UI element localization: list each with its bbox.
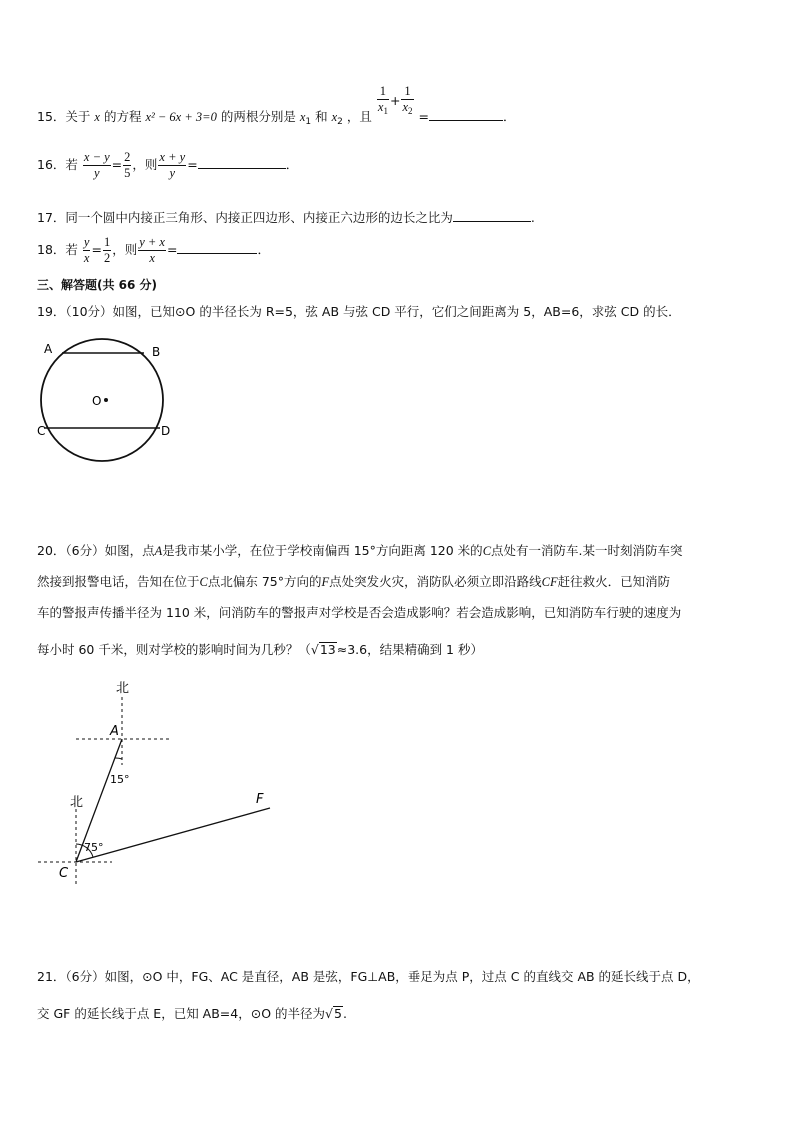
question-20-line-3: 车的警报声传播半径为 110 米，问消防车的警报声对学校是否会造成影响？若会造成影响，已知消防车行驶的速度为 (37, 605, 682, 620)
q16-fraction-3: $\frac{x + y}{y}$ (159, 150, 186, 180)
question-21-line-2: 交 GF 的延长线于点 E，已知 AB=4，⊙O 的半径为√5. (37, 1006, 347, 1021)
q19-circle-figure (30, 335, 180, 465)
q20-label-angle-75: 75° (84, 841, 104, 854)
q15-equation: x² − 6x + 3=0 (145, 110, 217, 124)
q18-answer-blank (177, 252, 257, 254)
q18-fraction-2: $\frac{1}{2}$ (103, 235, 111, 265)
q15-answer-blank (429, 119, 503, 121)
question-20-line-2: 然接到报警电话，告知在位于C点北偏东 75°方向的F点处突发火灾，消防队必须立即沿路线CF赶往救火．已知消防 (37, 574, 671, 589)
q16-answer-blank (198, 167, 286, 169)
q19-label-d: D (161, 424, 171, 438)
q19-label-c: C (37, 424, 46, 438)
question-19: 19．（10分）如图，已知⊙O 的半径长为 R=5，弦 AB 与弦 CD 平行，它们之间距离为 5，AB=6，求弦 CD 的长． (37, 304, 681, 319)
q16-fraction-2: $\frac{2}{5}$ (124, 150, 131, 180)
q18-fraction-3: $\frac{y + x}{x}$ (139, 235, 165, 265)
q19-circle (41, 339, 163, 461)
question-15: 15．关于 x 的方程 x² − 6x + 3=0 的两根分别是 $x_1$ 和 $x_2$ ，且 $\frac{1}{x_1}$ + $\frac{1}{x_2}$ = ． (37, 84, 516, 127)
q20-label-f: F (256, 792, 264, 807)
q15-fraction-2: $\frac{1}{x_2}$ (402, 84, 413, 116)
q19-label-a: A (44, 342, 53, 356)
q20-angle-arc-15 (115, 758, 122, 759)
q15-prefix: 15．关于 (37, 109, 91, 124)
question-18: 18．若 $\frac{y}{x}$ = $\frac{1}{2}$ ，则 $\frac{y + x}{x}$ = ． (37, 235, 270, 265)
question-16: 16．若 $\frac{x - y}{y}$ = $\frac{2}{5}$ ，则 $\frac{x + y}{y}$ = ． (37, 150, 299, 180)
question-17: 17．同一个圆中内接正三角形、内接正四边形、内接正六边形的边长之比为 . (37, 210, 535, 225)
q20-label-north-2: 北 (70, 795, 84, 810)
q20-label-north-1: 北 (116, 681, 130, 696)
section-3-title: 三、解答题(共 66 分) (37, 278, 158, 292)
q20-segment-cf (76, 808, 270, 862)
q19-label-b: B (152, 345, 161, 359)
q19-center-dot (104, 398, 108, 402)
q15-fraction-1: $\frac{1}{x_1}$ (377, 84, 388, 116)
q17-answer-blank (453, 220, 531, 222)
q20-direction-figure (30, 675, 280, 885)
q16-fraction-1: $\frac{x - y}{y}$ (83, 150, 110, 180)
q20-label-angle-15: 15° (110, 773, 130, 786)
question-20-line-1: 20．（6分）如图，点A是我市某小学，在位于学校南偏西 15°方向距离 120 米的C点处有一消防车.某一时刻消防车突 (37, 543, 683, 558)
q20-label-a: A (110, 724, 119, 739)
q20-label-c: C (59, 866, 69, 881)
question-20-line-4: 每小时 60 千米，则对学校的影响时间为几秒？（√13≈3.6，结果精确到 1 秒） (37, 642, 483, 657)
question-21-line-1: 21．（6分）如图，⊙O 中，FG、AC 是直径，AB 是弦，FG⊥AB，垂足为点 P，过点 C 的直线交 AB 的延长线于点 D， (37, 969, 700, 984)
q19-label-o: O (92, 394, 102, 408)
q18-fraction-1: $\frac{y}{x}$ (83, 235, 90, 265)
